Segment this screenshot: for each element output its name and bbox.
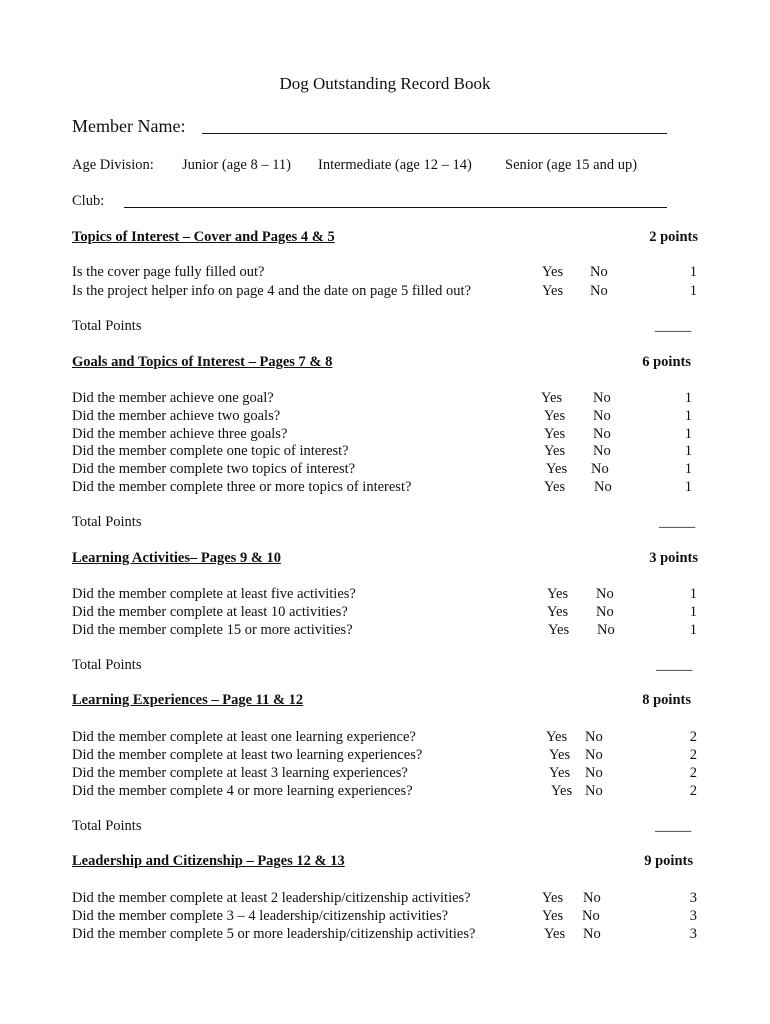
- section-heading: Learning Activities– Pages 9 & 10: [72, 550, 282, 566]
- question: Did the member achieve one goal?: [72, 390, 274, 406]
- member-name-field[interactable]: [202, 133, 667, 134]
- question: Did the member complete 5 or more leadership/citizenship activities?: [72, 926, 476, 942]
- age-option-junior: Junior (age 8 – 11): [182, 157, 291, 173]
- yes-option: Yes: [544, 443, 566, 459]
- yes-option: Yes: [546, 461, 568, 477]
- question: Is the cover page fully filled out?: [72, 264, 265, 280]
- yes-option: Yes: [546, 729, 568, 745]
- question: Did the member complete at least 10 activities?: [72, 604, 348, 620]
- point-value: 1: [689, 622, 697, 638]
- club-label: Club:: [72, 193, 105, 209]
- point-value: 1: [684, 390, 692, 406]
- point-value: 1: [684, 426, 692, 442]
- point-value: 1: [684, 443, 692, 459]
- question: Did the member complete at least two learning experiences?: [72, 747, 423, 763]
- total-points-blank: _____: [655, 818, 692, 834]
- yes-option: Yes: [548, 622, 570, 638]
- question: Did the member complete 4 or more learning experiences?: [72, 783, 413, 799]
- point-value: 2: [689, 729, 697, 745]
- yes-option: Yes: [544, 479, 566, 495]
- no-option: No: [583, 890, 601, 906]
- question: Did the member complete at least 2 leadership/citizenship activities?: [72, 890, 471, 906]
- yes-option: Yes: [547, 586, 569, 602]
- no-option: No: [593, 443, 611, 459]
- club-field[interactable]: [124, 207, 667, 208]
- question: Did the member complete at least five activities?: [72, 586, 356, 602]
- no-option: No: [585, 729, 603, 745]
- no-option: No: [593, 390, 611, 406]
- section-points: 8 points: [642, 692, 691, 708]
- total-points-label: Total Points: [72, 318, 142, 334]
- no-option: No: [582, 908, 600, 924]
- no-option: No: [591, 461, 609, 477]
- yes-option: Yes: [542, 908, 564, 924]
- no-option: No: [590, 283, 608, 299]
- total-points-label: Total Points: [72, 657, 142, 673]
- point-value: 1: [684, 408, 692, 424]
- no-option: No: [583, 926, 601, 942]
- section-heading: Goals and Topics of Interest – Pages 7 & 8: [72, 354, 333, 370]
- question: Did the member complete three or more topics of interest?: [72, 479, 412, 495]
- question: Did the member achieve two goals?: [72, 408, 281, 424]
- question: Did the member complete at least 3 learning experiences?: [72, 765, 408, 781]
- no-option: No: [593, 426, 611, 442]
- yes-option: Yes: [549, 765, 571, 781]
- section-points: 3 points: [649, 550, 698, 566]
- no-option: No: [585, 765, 603, 781]
- age-division-label: Age Division:: [72, 157, 154, 173]
- question: Is the project helper info on page 4 and the date on page 5 filled out?: [72, 283, 472, 299]
- no-option: No: [596, 586, 614, 602]
- age-option-intermediate: Intermediate (age 12 – 14): [318, 157, 472, 173]
- no-option: No: [585, 747, 603, 763]
- page-title: Dog Outstanding Record Book: [279, 74, 491, 93]
- no-option: No: [594, 479, 612, 495]
- no-option: No: [597, 622, 615, 638]
- no-option: No: [596, 604, 614, 620]
- total-points-blank: _____: [655, 318, 692, 334]
- point-value: 1: [689, 283, 697, 299]
- no-option: No: [585, 783, 603, 799]
- yes-option: Yes: [542, 283, 564, 299]
- no-option: No: [590, 264, 608, 280]
- question: Did the member complete 3 – 4 leadership/citizenship activities?: [72, 908, 449, 924]
- point-value: 1: [684, 461, 692, 477]
- yes-option: Yes: [542, 264, 564, 280]
- yes-option: Yes: [541, 390, 563, 406]
- no-option: No: [593, 408, 611, 424]
- total-points-blank: _____: [656, 657, 693, 673]
- point-value: 1: [684, 479, 692, 495]
- yes-option: Yes: [547, 604, 569, 620]
- question: Did the member complete two topics of interest?: [72, 461, 356, 477]
- question: Did the member complete at least one learning experience?: [72, 729, 416, 745]
- point-value: 3: [689, 926, 697, 942]
- point-value: 1: [689, 586, 697, 602]
- yes-option: Yes: [542, 890, 564, 906]
- total-points-blank: _____: [659, 514, 696, 530]
- question: Did the member complete one topic of interest?: [72, 443, 349, 459]
- total-points-label: Total Points: [72, 818, 142, 834]
- point-value: 2: [689, 783, 697, 799]
- yes-option: Yes: [551, 783, 573, 799]
- point-value: 2: [689, 765, 697, 781]
- point-value: 1: [689, 604, 697, 620]
- section-heading: Topics of Interest – Cover and Pages 4 & 5: [72, 229, 335, 245]
- section-heading: Leadership and Citizenship – Pages 12 & 13: [72, 853, 345, 869]
- yes-option: Yes: [544, 408, 566, 424]
- point-value: 3: [689, 890, 697, 906]
- point-value: 2: [689, 747, 697, 763]
- point-value: 3: [689, 908, 697, 924]
- yes-option: Yes: [544, 426, 566, 442]
- section-points: 9 points: [644, 853, 693, 869]
- point-value: 1: [689, 264, 697, 280]
- yes-option: Yes: [549, 747, 571, 763]
- total-points-label: Total Points: [72, 514, 142, 530]
- age-option-senior: Senior (age 15 and up): [505, 157, 638, 173]
- section-heading: Learning Experiences – Page 11 & 12: [72, 692, 304, 708]
- yes-option: Yes: [544, 926, 566, 942]
- question: Did the member complete 15 or more activities?: [72, 622, 353, 638]
- section-points: 2 points: [649, 229, 698, 245]
- member-name-label: Member Name:: [72, 116, 186, 136]
- section-points: 6 points: [642, 354, 691, 370]
- question: Did the member achieve three goals?: [72, 426, 288, 442]
